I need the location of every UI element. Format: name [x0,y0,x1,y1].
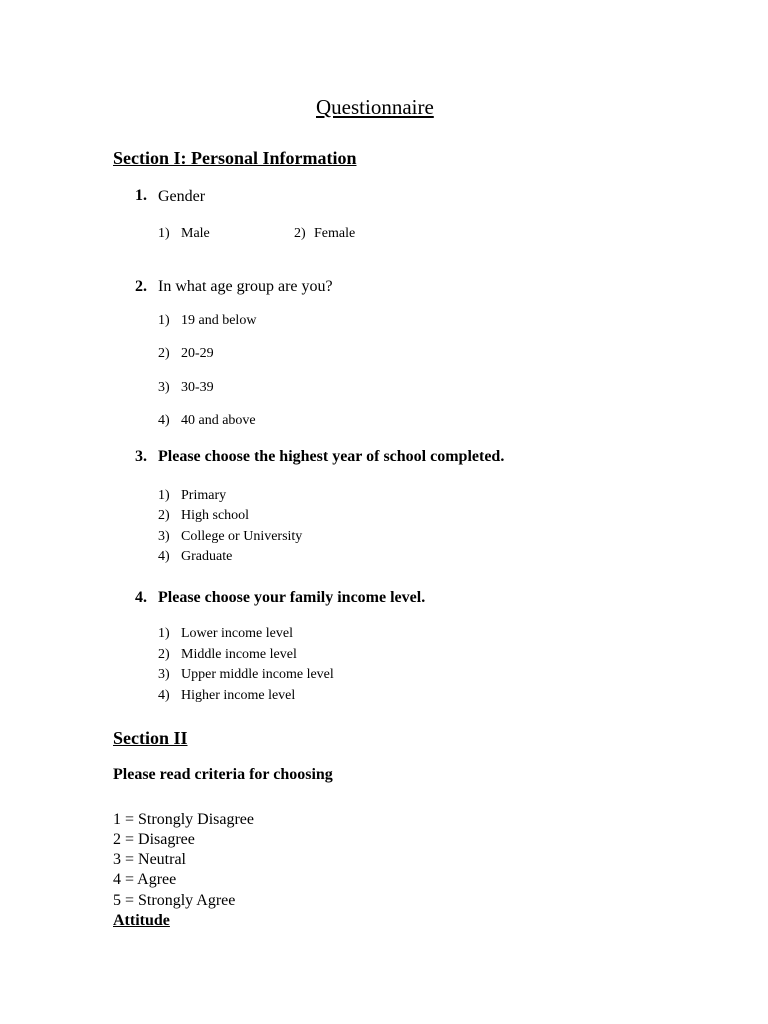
question-number: 1. [135,187,147,204]
question-number: 2. [135,278,147,295]
option-number: 1) [158,488,170,503]
option-label: College or University [181,529,303,544]
option-label: High school [181,508,250,523]
document-title: Questionnaire [316,95,434,119]
option-number: 1) [158,226,170,241]
option-label: Male [181,226,210,241]
option-label: Middle income level [181,647,297,662]
question-text: Please choose the highest year of school completed. [158,448,505,465]
scale-item: 1 = Strongly Disagree [113,811,254,828]
question-text: In what age group are you? [158,278,333,295]
section-1-heading: Section I: Personal Information [113,148,357,168]
option-number: 4) [158,413,170,428]
option-number: 3) [158,667,170,682]
option-number: 2) [158,647,170,662]
option-label: Female [314,226,356,241]
scale-item: 4 = Agree [113,871,177,888]
section-2-heading: Section II [113,728,188,748]
scale-item: 5 = Strongly Agree [113,892,236,909]
option-label: Higher income level [181,688,296,703]
option-number: 4) [158,688,170,703]
option-label: Graduate [181,549,233,564]
option-label: 30-39 [181,380,214,395]
question-number: 3. [135,448,147,465]
option-label: Lower income level [181,626,293,641]
scale-item: 2 = Disagree [113,831,195,848]
option-number: 3) [158,380,170,395]
question-text: Gender [158,188,206,205]
option-number: 2) [158,508,170,523]
option-number: 2) [158,346,170,361]
criteria-instruction: Please read criteria for choosing [113,766,333,783]
option-number: 2) [294,226,306,241]
question-text: Please choose your family income level. [158,589,426,606]
option-number: 1) [158,626,170,641]
option-label: Upper middle income level [181,667,334,682]
option-number: 4) [158,549,170,564]
option-label: Primary [181,488,227,503]
question-number: 4. [135,589,147,606]
attitude-heading: Attitude [113,912,170,929]
option-label: 20-29 [181,346,214,361]
option-label: 40 and above [181,413,256,428]
option-label: 19 and below [181,313,257,328]
option-number: 1) [158,313,170,328]
scale-item: 3 = Neutral [113,851,186,868]
option-number: 3) [158,529,170,544]
